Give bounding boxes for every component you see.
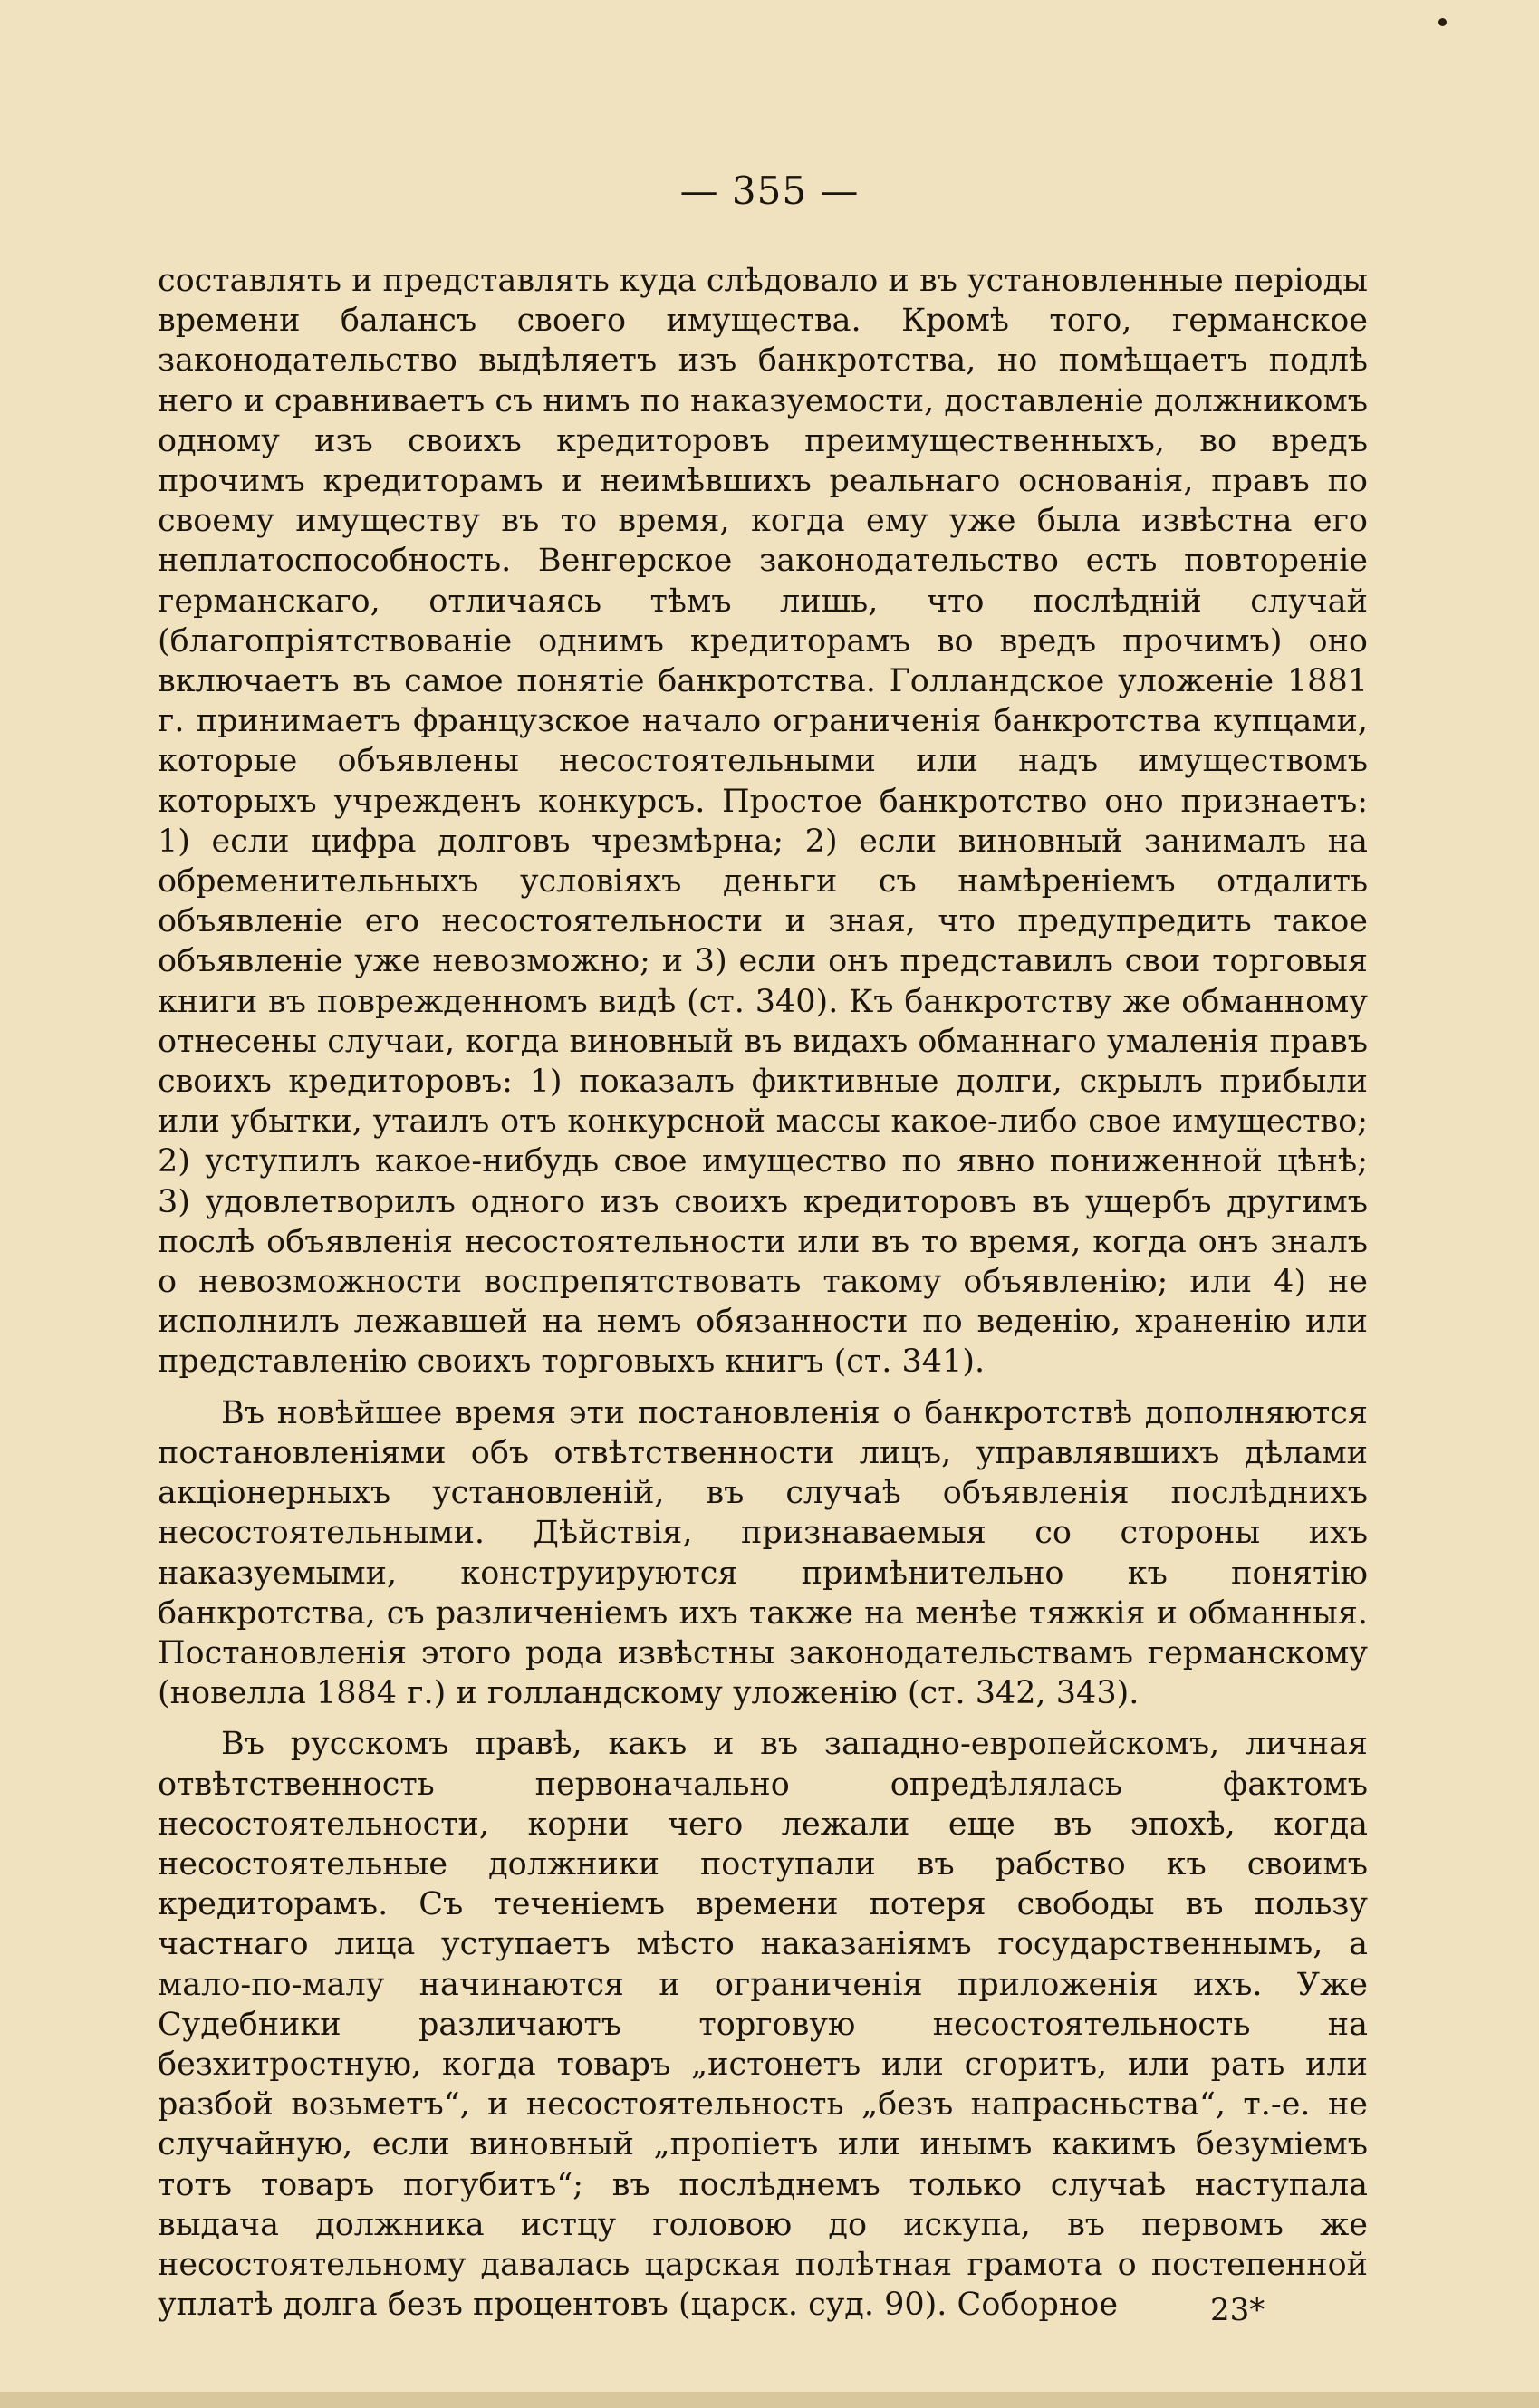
paragraph-3: Въ русскомъ правѣ, какъ и въ западно-европейскомъ, личная отвѣтственность первоначально опредѣлялась фактомъ несостоятельности, корни чего лежали еще въ эпохѣ, когда несостоятельные должники поступали въ рабство къ своимъ кредиторамъ. Съ теченіемъ времени потеря свободы въ пользу частнаго лица уступаетъ мѣсто наказаніямъ государственнымъ, а мало-по-малу начинаются и ограниченія приложенія ихъ. Уже Судебники различаютъ торговую несостоятельность на безхитростную, когда товаръ „истонетъ или сгоритъ, или рать или разбой возьметъ“, и несостоятельность „безъ напрасньства“, т.-е. не случайную, если виновный „пропіетъ или инымъ какимъ безуміемъ тотъ товаръ погубитъ“; въ послѣднемъ только случаѣ наступала выдача должника истцу головою до искупа, въ первомъ же несостоятельному давалась царская полѣтная грамота о постепенной уплатѣ долга безъ процентовъ (царск. суд. 90). Соборное — [158, 1726, 1368, 2324]
paragraph-2: Въ новѣйшее время эти постановленія о банкротствѣ дополняются постановленіями объ отвѣтственности лицъ, управлявшихъ дѣлами акціонерныхъ установленій, въ случаѣ объявленія послѣднихъ несостоятельными. Дѣйствія, признаваемыя со стороны ихъ наказуемыми, конструируются примѣнительно къ понятію банкротства, съ различеніемъ ихъ также на менѣе тяжкія и обманныя. Постановленія этого рода извѣстны законодательствамъ германскому (новелла 1884 г.) и голландскому уложенію (ст. 342, 343). — [158, 1394, 1368, 1712]
paragraph-1: составлять и представлять куда слѣдовало и въ установленные періоды времени балансъ своего имущества. Кромѣ того, германское законодательство выдѣляетъ изъ банкротства, но помѣщаетъ подлѣ него и сравниваетъ съ нимъ по наказуемости, доставленіе должникомъ одному изъ своихъ кредиторовъ преимущественныхъ, во вредъ прочимъ кредиторамъ и неимѣвшихъ реальнаго основанія, правъ по своему имуществу въ то время, когда ему уже была извѣстна его неплатоспособность. Венгерское законодательство есть повтореніе германскаго, отличаясь тѣмъ лишь, что послѣдній случай (благопріятствованіе однимъ кредиторамъ во вредъ прочимъ) оно включаетъ въ самое понятіе банкротства. Голландское уложеніе 1881 г. принимаетъ французское начало ограниченія банкротства купцами, которые объявлены несостоятельными или надъ имуществомъ которыхъ учрежденъ конкурсъ. Простое банкротство оно признаетъ: 1) если цифра долговъ чрезмѣрна; 2) если виновный занималъ на обременительныхъ условіяхъ деньги съ намѣреніемъ отдалить объявленіе его несостоятельности и зная, что предупредить такое объявленіе уже невозможно; и 3) если онъ представилъ свои торговыя книги въ поврежденномъ видѣ (ст. 340). Къ банкротству же обманному отнесены случаи, когда виновный въ видахъ обманнаго умаленія правъ своихъ кредиторовъ: 1) показалъ фиктивные долги, скрылъ прибыли или убытки, утаилъ отъ конкурсной массы какое-либо свое имущество; 2) уступилъ какое-нибудь свое имущество по явно пониженной цѣнѣ; 3) удовлетворилъ одного изъ своихъ кредиторовъ въ ущербъ другимъ послѣ объявленія несостоятельности или въ то время, когда онъ зналъ о невозможности воспрепятствовать такому объявленію; или 4) не исполнилъ лежавшей на немъ обязанности по веденію, храненію или представленію своихъ торговыхъ книгъ (ст. 341). — [158, 263, 1368, 1381]
ink-spot — [1438, 18, 1447, 26]
signature-mark: 23* — [1210, 2292, 1265, 2328]
page-number: — 355 — — [679, 169, 860, 213]
page-edge — [0, 2392, 1539, 2408]
body-text — [158, 261, 1368, 2336]
